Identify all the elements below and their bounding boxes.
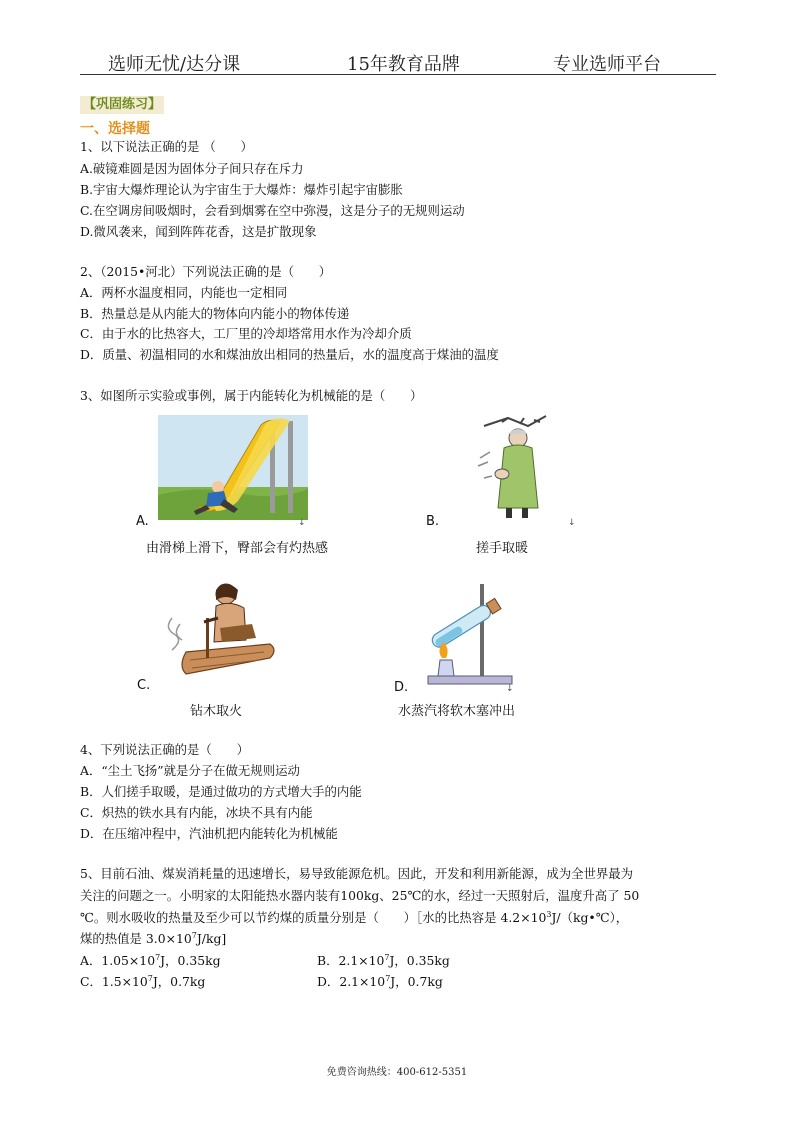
q2-option-a: A．两杯水温度相同，内能也一定相同: [80, 285, 288, 300]
q3-option-a-letter: A.: [136, 514, 149, 529]
paragraph-mark: ↓: [298, 518, 306, 528]
paragraph-mark: ↓: [506, 684, 514, 694]
q1-option-d: D.微风袭来，闻到阵阵花香，这是扩散现象: [80, 224, 317, 239]
header-divider: [80, 74, 716, 75]
q4-option-c: C．炽热的铁水具有内能，冰块不具有内能: [80, 805, 313, 820]
steam-cork-illustration: [420, 580, 520, 688]
q3-option-b-letter: B.: [426, 514, 440, 529]
q4-option-a: A．“尘土飞扬”就是分子在做无规则运动: [80, 763, 300, 778]
footer-hotline: 免费咨询热线：400-612-5351: [326, 1067, 468, 1078]
q5-line-1: 5、目前石油、煤炭消耗量的迅速增长，易导致能源危机。因此，开发和利用新能源，成为全世界最为: [80, 866, 634, 881]
drilling-wood-illustration: [160, 578, 280, 684]
q5-option-a: A．$1.05\times 10^7J$，0.35kg: [80, 952, 221, 968]
q1-option-b: B.宇宙大爆炸理论认为宇宙生于大爆炸：爆炸引起宇宙膨胀: [80, 182, 403, 197]
q5-option-b: B．$2.1\times 10^7J$，0.35kg: [317, 952, 450, 968]
q5-line-3: ℃。则水吸收的热量及至少可以节约煤的质量分别是（ ）［水的比热容是 $4.2\times 10^3J/(kg•℃)$，: [80, 909, 629, 925]
q2-option-b: B．热量总是从内能大的物体向内能小的物体传递: [80, 306, 350, 321]
q5-option-d: D．$2.1\times 10^7J$，0.7kg: [317, 973, 443, 989]
q2-stem: 2、（2015•河北）下列说法正确的是（ ）: [80, 264, 332, 279]
paragraph-mark: ↓: [568, 518, 576, 528]
q4-stem: 4、下列说法正确的是（ ）: [80, 742, 249, 757]
q5-line-4: 煤的热值是 $3.0\times 10^7J/kg$]: [80, 930, 227, 946]
section-tag: 【巩固练习】: [80, 96, 164, 114]
q4-option-d: D．在压缩冲程中，汽油机把内能转化为机械能: [80, 826, 338, 841]
q2-option-c: C．由于水的比热容大，工厂里的冷却塔常用水作为冷却介质: [80, 326, 412, 341]
q4-option-b: B．人们搓手取暖，是通过做功的方式增大手的内能: [80, 784, 362, 799]
q5-option-c: C．$1.5\times 10^7J$，0.7kg: [80, 973, 206, 989]
header-slogan: 15年教育品牌: [347, 54, 460, 75]
q2-option-d: D．质量、初温相同的水和煤油放出相同的热量后，水的温度高于煤油的温度: [80, 347, 499, 362]
q3-stem: 3、如图所示实验或事例，属于内能转化为机械能的是（ ）: [80, 388, 423, 403]
header-platform: 专业选师平台: [553, 54, 661, 75]
header-brand: 选师无忧/达分课: [108, 54, 241, 75]
rubbing-hands-illustration: [474, 414, 554, 522]
q1-option-a: A.破镜难圆是因为固体分子间只存在斥力: [80, 161, 304, 176]
q3-option-b-caption: 搓手取暖: [476, 541, 529, 556]
q1-stem: 1、以下说法正确的是 （ ）: [80, 139, 253, 154]
q3-option-c-caption: 钻木取火: [190, 704, 243, 719]
slide-illustration: [158, 415, 308, 520]
section-title: 一、选择题: [80, 121, 150, 137]
q3-option-d-caption: 水蒸汽将软木塞冲出: [398, 704, 516, 719]
q5-line-2: 关注的问题之一。小明家的太阳能热水器内装有100kg、25℃的水，经过一天照射后，温度升高了 50: [80, 888, 640, 903]
q3-option-c-letter: C.: [137, 678, 151, 693]
q1-option-c: C.在空调房间吸烟时，会看到烟雾在空中弥漫，这是分子的无规则运动: [80, 203, 465, 218]
q3-option-d-letter: D.: [394, 680, 409, 695]
q3-option-a-caption: 由滑梯上滑下，臀部会有灼热感: [146, 541, 329, 556]
